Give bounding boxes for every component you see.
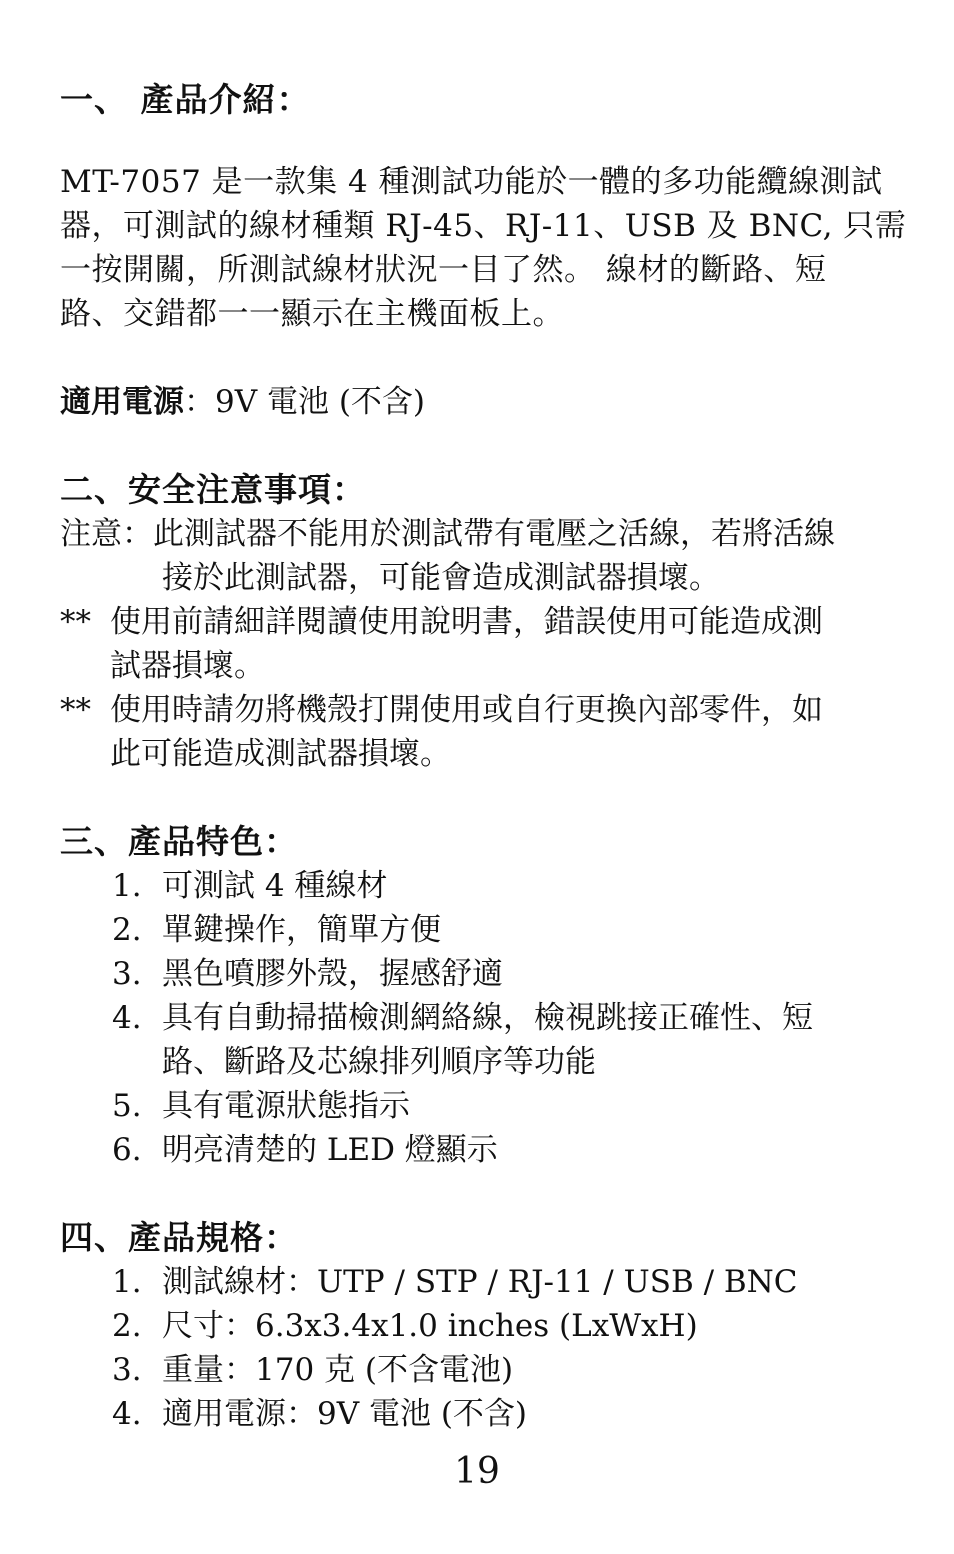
power-source-value: ：9V 電池 (不含) [184,384,426,420]
features-list [60,864,910,1172]
warning-marker: ** [60,604,91,640]
list-item [60,996,910,1084]
item-text: 黑色噴膠外殼，握感舒適 [162,956,503,992]
warning-item [60,688,910,776]
item-number: 1. [112,868,142,904]
intro-line: MT-7057 是一款集 4 種測試功能於一體的多功能纜線測試 [60,164,883,200]
list-item [60,1260,910,1304]
item-number: 2. [112,1308,142,1344]
warning-line: 使用時請勿將機殼打開使用或自行更換內部零件，如 [110,692,823,728]
spacer [60,424,910,468]
item-line: 路、斷路及芯線排列順序等功能 [162,1044,596,1080]
list-item [60,1304,910,1348]
warning-item [60,600,910,688]
warning-line: 使用前請細詳閱讀使用說明書，錯誤使用可能造成測 [110,604,823,640]
item-number: 4. [112,1000,142,1036]
item-number: 5. [112,1088,142,1124]
intro-line: 路、交錯都一一顯示在主機面板上。 [60,296,564,332]
section-heading-specs: 四、產品規格： [60,1218,298,1257]
intro-paragraph [60,160,910,336]
specs-list [60,1260,910,1436]
list-item [60,1084,910,1128]
item-text: 明亮清楚的 LED 燈顯示 [162,1132,498,1168]
intro-line: 一按開關，所測試線材狀況一目了然。 線材的斷路、短 [60,252,827,288]
item-number: 1. [112,1264,142,1300]
warning-text [110,600,910,688]
warning-marker: ** [60,692,91,728]
spacer [60,1172,910,1216]
warning-line: 試器損壞。 [110,648,265,684]
item-number: 3. [112,956,142,992]
item-text: 尺寸：6.3x3.4x1.0 inches (LxWxH) [162,1308,698,1344]
item-text: 測試線材：UTP / STP / RJ-11 / USB / BNC [162,1264,798,1300]
item-number: 6. [112,1132,142,1168]
list-item [60,1348,910,1392]
section-heading-safety: 二、安全注意事項： [60,470,366,509]
power-source-label: 適用電源 [60,384,184,420]
item-text: 可測試 4 種線材 [162,868,388,904]
item-number: 2. [112,912,142,948]
item-line: 具有自動掃描檢測網絡線，檢視跳接正確性、短 [162,1000,813,1036]
power-source-line [60,380,910,424]
list-item [60,864,910,908]
intro-line: 器，可測試的線材種類 RJ-45、RJ-11、USB 及 BNC, 只需 [60,208,907,244]
list-item [60,952,910,996]
list-item [60,1392,910,1436]
safety-note [60,512,910,556]
warning-text [110,688,910,776]
note-prefix: 注意： [60,516,153,552]
list-item [60,1128,910,1172]
page-number: 19 [454,1451,500,1492]
item-text: 適用電源：9V 電池 (不含) [162,1396,528,1432]
spacer [60,336,910,380]
item-text: 具有電源狀態指示 [162,1088,410,1124]
item-number: 4. [112,1396,142,1432]
item-number: 3. [112,1352,142,1388]
item-text: 重量：170 克 (不含電池) [162,1352,514,1388]
manual-page [60,78,910,1436]
item-text: 單鍵操作，簡單方便 [162,912,441,948]
item-text [162,996,910,1084]
list-item [60,908,910,952]
note-line: 此測試器不能用於測試帶有電壓之活線，若將活線 [153,516,835,552]
spacer [60,122,910,160]
note-line: 接於此測試器，可能會造成測試器損壞。 [162,560,720,596]
spacer [60,776,910,820]
section-heading-features: 三、產品特色： [60,822,298,861]
warning-line: 此可能造成測試器損壞。 [110,736,451,772]
section-heading-product-intro: 一、 產品介紹： [60,80,311,119]
